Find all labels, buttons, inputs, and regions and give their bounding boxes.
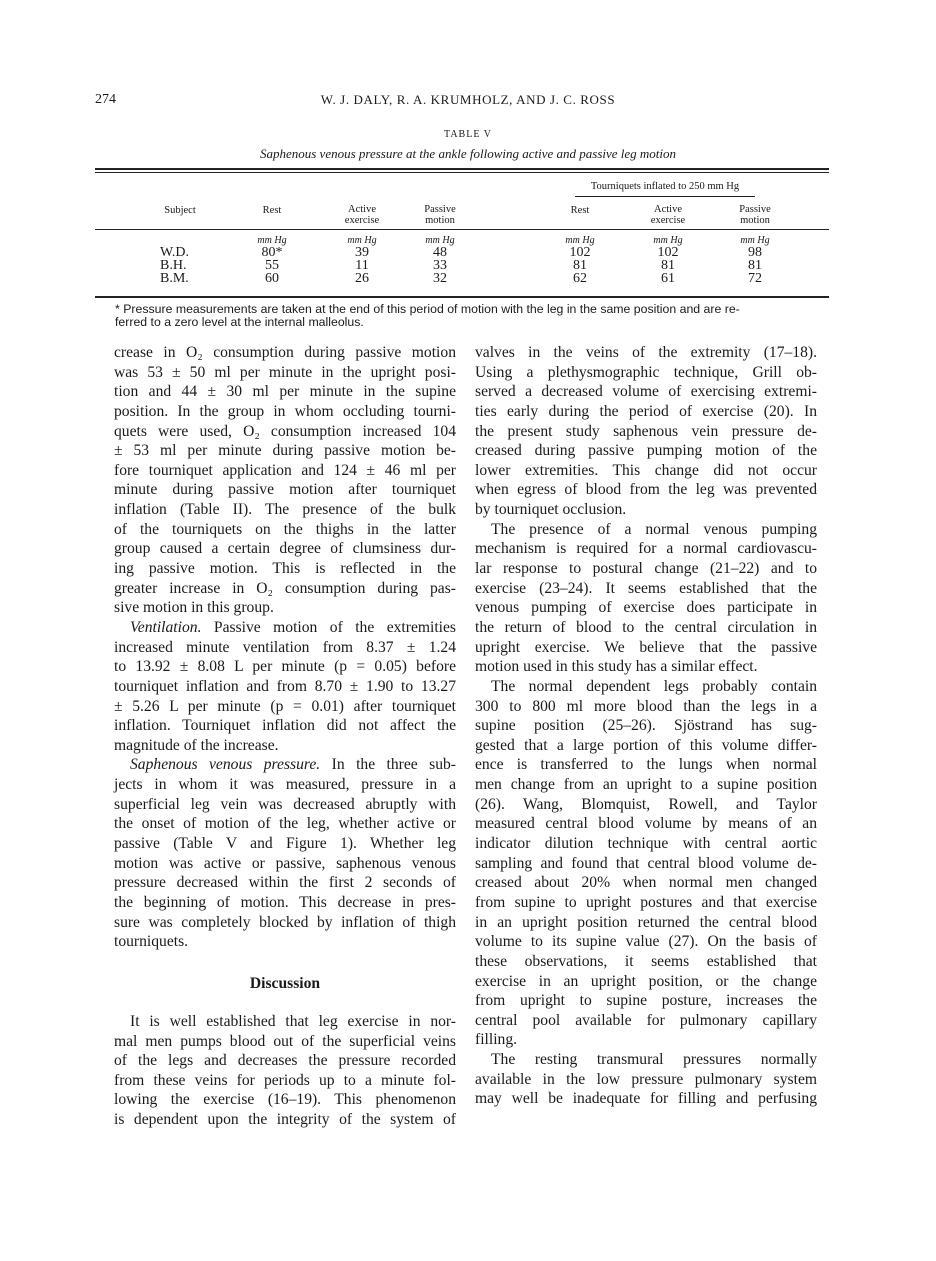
text-line: to 13.92 ± 8.08 L per minute (p = 0.05) before	[114, 658, 456, 676]
paragraph-lead: Ventilation.	[130, 618, 202, 636]
paragraph	[475, 1050, 817, 1109]
unit-label: mm Hg	[565, 235, 595, 246]
unit-label: mm Hg	[653, 235, 683, 246]
text-line: The resting transmural pressures normally	[491, 1051, 817, 1069]
text-line: men change from an upright to a supine position	[475, 776, 817, 794]
unit-label: mm Hg	[347, 235, 377, 246]
text-line: creased about 20% when normal men changed	[475, 874, 817, 892]
text-line: was 53 ± 50 ml per minute in the upright posi-	[114, 363, 456, 381]
text-line: may well be inadequate for filling and perfusing	[475, 1090, 817, 1108]
tourniquet-group-header: Tourniquets inflated to 250 mm Hg	[590, 181, 740, 192]
text-line: jects in whom it was measured, pressure in a	[114, 776, 456, 794]
text-line: group caused a certain degree of clumsiness dur-	[114, 540, 456, 558]
unit-label: mm Hg	[257, 235, 287, 246]
value-cell: 80*	[261, 245, 283, 260]
subject-cell: W.D.	[160, 245, 190, 260]
table-caption: Saphenous venous pressure at the ankle following active and passive leg motion	[259, 146, 677, 161]
text-line: sampling and found that central blood volume de-	[475, 854, 817, 872]
group-header-rule	[575, 196, 755, 197]
text-line: mal men pumps blood out of the superficial veins	[114, 1032, 456, 1050]
value-cell: 102	[569, 245, 591, 260]
text-line: 300 to 800 ml more blood than the legs in a	[475, 697, 817, 715]
column-header-tourniquet-rest: Rest	[570, 205, 590, 216]
value-cell: 39	[355, 245, 369, 260]
paragraph	[114, 1012, 456, 1130]
left-text-column	[114, 343, 456, 1130]
text-line: It is well established that leg exercise in nor-	[130, 1012, 456, 1030]
value-cell: 81	[661, 258, 675, 273]
text-line: upright exercise. We believe that the passive	[475, 638, 817, 656]
right-text-column	[475, 343, 817, 1109]
column-header-passive-motion: Passive motion	[424, 204, 456, 226]
text-line: inflation (Table II). The presence of the bulk	[114, 501, 456, 519]
running-head-authors: W. J. DALY, R. A. KRUMHOLZ, AND J. C. ROSS	[320, 92, 616, 107]
text-line: the beginning of motion. This decrease in pres-	[114, 893, 456, 911]
text-line: The presence of a normal venous pumping	[491, 520, 817, 538]
text-line: is dependent upon the integrity of the system of	[114, 1111, 456, 1129]
text-line: served a decreased volume of exercising extremi-	[475, 383, 817, 401]
text-line: gested that a large portion of this volume differ-	[475, 736, 817, 754]
line-text: In the three sub-	[320, 756, 457, 774]
text-line: the onset of motion of the leg, whether active or	[114, 815, 456, 833]
value-cell: 61	[661, 271, 675, 286]
text-line: the return of blood to the central circulation in	[475, 618, 817, 636]
text-line	[114, 618, 456, 638]
text-line: (26). Wang, Blomquist, Rowell, and Taylor	[475, 795, 817, 813]
paragraph	[114, 755, 456, 951]
table-label: TABLE V	[444, 129, 492, 140]
paragraph	[475, 520, 817, 677]
text-line: sure was completely blocked by inflation of thigh	[114, 913, 456, 931]
page-number: 274	[95, 92, 116, 107]
unit-label: mm Hg	[740, 235, 770, 246]
paragraph	[475, 677, 817, 1050]
text-line: The normal dependent legs probably contain	[491, 677, 817, 695]
column-header-active-exercise: Active exercise	[344, 204, 380, 226]
subject-cell: B.M.	[160, 271, 189, 286]
text-line: motion used in this study has a similar effect.	[475, 658, 758, 676]
text-line: creased during passive pumping motion of the	[475, 442, 817, 460]
paragraph	[114, 343, 456, 618]
value-cell: 60	[265, 271, 279, 286]
text-line: by tourniquet occlusion.	[475, 501, 627, 519]
text-line: mechanism is required for a normal cardiovascu-	[475, 540, 817, 558]
text-line: tion and 44 ± 30 ml per minute in the supine	[114, 383, 456, 401]
value-cell: 81	[573, 258, 587, 273]
text-line: minute during passive motion after tourniquet	[114, 481, 456, 499]
text-line: ing passive motion. This is reflected in the	[114, 560, 456, 578]
paragraph-lead: Saphenous venous pressure.	[130, 756, 321, 774]
value-cell: 102	[657, 245, 679, 260]
column-header-rest: Rest	[262, 205, 282, 216]
table-header-rule	[95, 229, 829, 230]
text-line: the present study saphenous vein pressure de-	[475, 422, 817, 440]
text-line: tourniquet inflation and from 8.70 ± 1.90 to 13.27	[114, 677, 456, 695]
text-line: increased minute ventilation from 8.37 ± 1.24	[114, 638, 456, 656]
text-line: position. In the group in whom occluding tourni-	[114, 402, 456, 420]
unit-label: mm Hg	[425, 235, 455, 246]
text-line: measured central blood volume by means of an	[475, 815, 817, 833]
text-line: indicator dilution technique with central aortic	[475, 835, 817, 853]
text-line: available in the low pressure pulmonary system	[475, 1070, 817, 1088]
text-line: central pool available for pulmonary capillary	[475, 1011, 817, 1029]
text-line: supine position (25–26). Sjöstrand has sug-	[475, 717, 817, 735]
text-line: from upright to supine posture, increases the	[475, 992, 817, 1010]
table-top-rule-2	[95, 172, 829, 173]
paragraph	[114, 618, 456, 755]
text-line: ence is transferred to the lungs when normal	[475, 756, 817, 774]
text-line: valves in the veins of the extremity (17–18).	[475, 344, 817, 361]
section-heading: Discussion	[249, 974, 321, 992]
text-line: Using a plethysmographic technique, Grill ob-	[475, 363, 817, 381]
text-line: passive (Table V and Figure 1). Whether leg	[114, 835, 456, 853]
text-line: volume to its supine value (27). On the basis of	[475, 933, 817, 951]
text-line: lar response to postural change (21–22) and to	[475, 560, 817, 578]
text-line: lower extremities. This change did not occur	[475, 461, 817, 479]
text-line: fore tourniquet application and 124 ± 46 ml per	[114, 461, 456, 479]
text-line: superficial leg vein was decreased abruptly with	[114, 795, 456, 813]
value-cell: 26	[355, 271, 369, 286]
text-line: inflation. Tourniquet inflation did not affect the	[114, 717, 456, 735]
paragraph	[475, 343, 817, 520]
value-cell: 33	[433, 258, 447, 273]
subject-cell: B.H.	[160, 258, 187, 273]
text-line: lowing the exercise (16–19). This phenomenon	[114, 1091, 456, 1109]
text-line: exercise (23–24). It seems established that the	[475, 579, 817, 597]
text-line: from these veins for periods up to a minute fol-	[114, 1071, 456, 1089]
text-line	[114, 755, 456, 775]
column-header-tourniquet-passive-motion: Passive motion	[739, 204, 771, 226]
text-line: these observations, it seems established that	[475, 952, 817, 970]
value-cell: 81	[748, 258, 762, 273]
value-cell: 55	[265, 258, 279, 273]
value-cell: 98	[748, 245, 762, 260]
value-cell: 48	[433, 245, 447, 260]
text-line: filling.	[475, 1031, 518, 1049]
text-line: motion was active or passive, saphenous venous	[114, 854, 456, 872]
text-line: venous pumping of exercise does participate in	[475, 599, 817, 617]
table-top-rule	[95, 168, 829, 170]
table-footnote: * Pressure measurements are taken at the end of this period of motion with the leg in the same position and are re- ferred to a zero level at the internal malleolus.	[115, 302, 740, 329]
value-cell: 72	[748, 271, 762, 286]
text-line: magnitude of the increase.	[114, 736, 279, 754]
value-cell: 11	[355, 258, 369, 273]
text-line: of the tourniquets on the thighs in the latter	[114, 520, 456, 538]
text-line: crease in O₂ consumption during passive motion	[114, 344, 456, 361]
table-bottom-rule	[95, 296, 829, 298]
column-header-subject: Subject	[164, 205, 196, 216]
line-text: Passive motion of the extremities	[201, 618, 456, 636]
text-line: pressure decreased within the first 2 seconds of	[114, 874, 456, 892]
text-line: exercise in an upright position, or the change	[475, 972, 817, 990]
text-line: quets were used, O₂ consumption increased 104	[114, 422, 456, 440]
text-line: ± 53 ml per minute during passive motion be-	[114, 442, 456, 460]
text-line: from supine to upright postures and that exercise	[475, 893, 817, 911]
text-line: of the legs and decreases the pressure recorded	[114, 1052, 456, 1070]
value-cell: 32	[433, 271, 447, 286]
text-line: ± 5.26 L per minute (p = 0.01) after tourniquet	[114, 697, 456, 715]
text-line: tourniquets.	[114, 933, 189, 951]
text-line: ties early during the period of exercise (20). In	[475, 402, 817, 420]
value-cell: 62	[573, 271, 587, 286]
text-line: sive motion in this group.	[114, 599, 274, 617]
column-header-tourniquet-active-exercise: Active exercise	[650, 204, 686, 226]
text-line: when egress of blood from the leg was prevented	[475, 481, 817, 499]
text-line: in an upright position returned the central blood	[475, 913, 817, 931]
text-line: greater increase in O₂ consumption during pas-	[114, 579, 456, 597]
